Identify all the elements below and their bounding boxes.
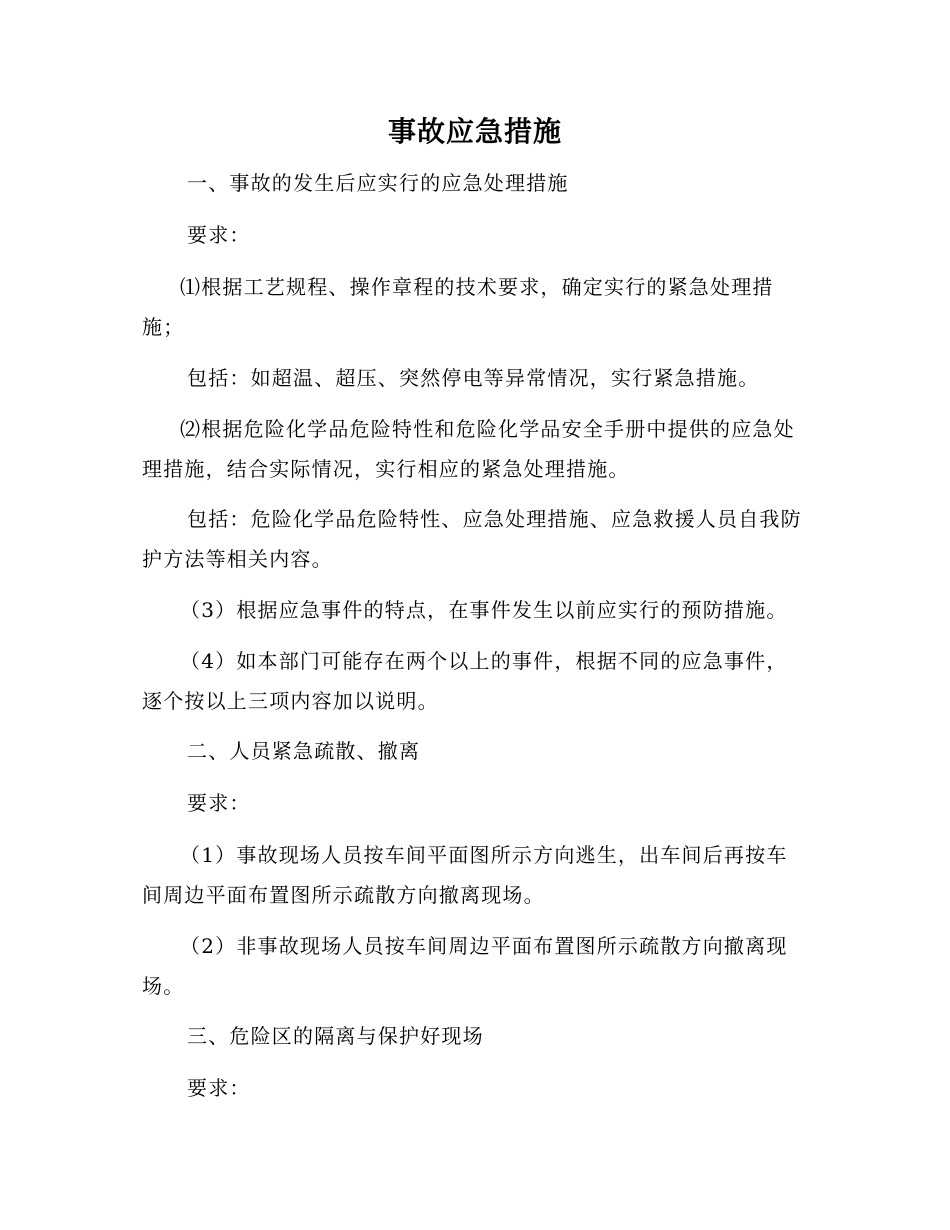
paragraph-item-4: （4）如本部门可能存在两个以上的事件，根据不同的应急事件，逐个按以上三项内容加以说明。: [142, 649, 788, 713]
paragraph-item-3: （3）根据应急事件的特点，在事件发生以前应实行的预防措施。: [180, 598, 788, 622]
paragraph-item-2: ⑵根据危险化学品危险特性和危险化学品安全手册中提供的应急处理措施，结合实际情况，实行相应的紧急处理措施。: [142, 417, 795, 481]
section-heading-2: 二、人员紧急疏散、撤离: [187, 739, 421, 763]
section-heading-1: 一、事故的发生后应实行的应急处理措施: [187, 171, 569, 195]
document-title: 事故应急措施: [387, 115, 562, 148]
paragraph-includes-2: 包括：危险化学品危险特性、应急处理措施、应急救援人员自我防护方法等相关内容。: [142, 507, 802, 571]
paragraph-evacuation-1: （1）事故现场人员按车间平面图所示方向逃生，出车间后再按车间周边平面布置图所示疏散方向撤离现场。: [142, 843, 788, 907]
requirement-label-1: 要求：: [187, 223, 251, 247]
paragraph-evacuation-2: （2）非事故现场人员按车间周边平面布置图所示疏散方向撤离现场。: [142, 934, 788, 998]
paragraph-item-1: ⑴根据工艺规程、操作章程的技术要求，确定实行的紧急处理措施；: [142, 275, 774, 339]
paragraph-includes-1: 包括：如超温、超压、突然停电等异常情况，实行紧急措施。: [187, 366, 760, 390]
requirement-label-2: 要求：: [187, 791, 251, 815]
section-heading-3: 三、危险区的隔离与保护好现场: [187, 1024, 484, 1048]
requirement-label-3: 要求：: [187, 1076, 251, 1100]
